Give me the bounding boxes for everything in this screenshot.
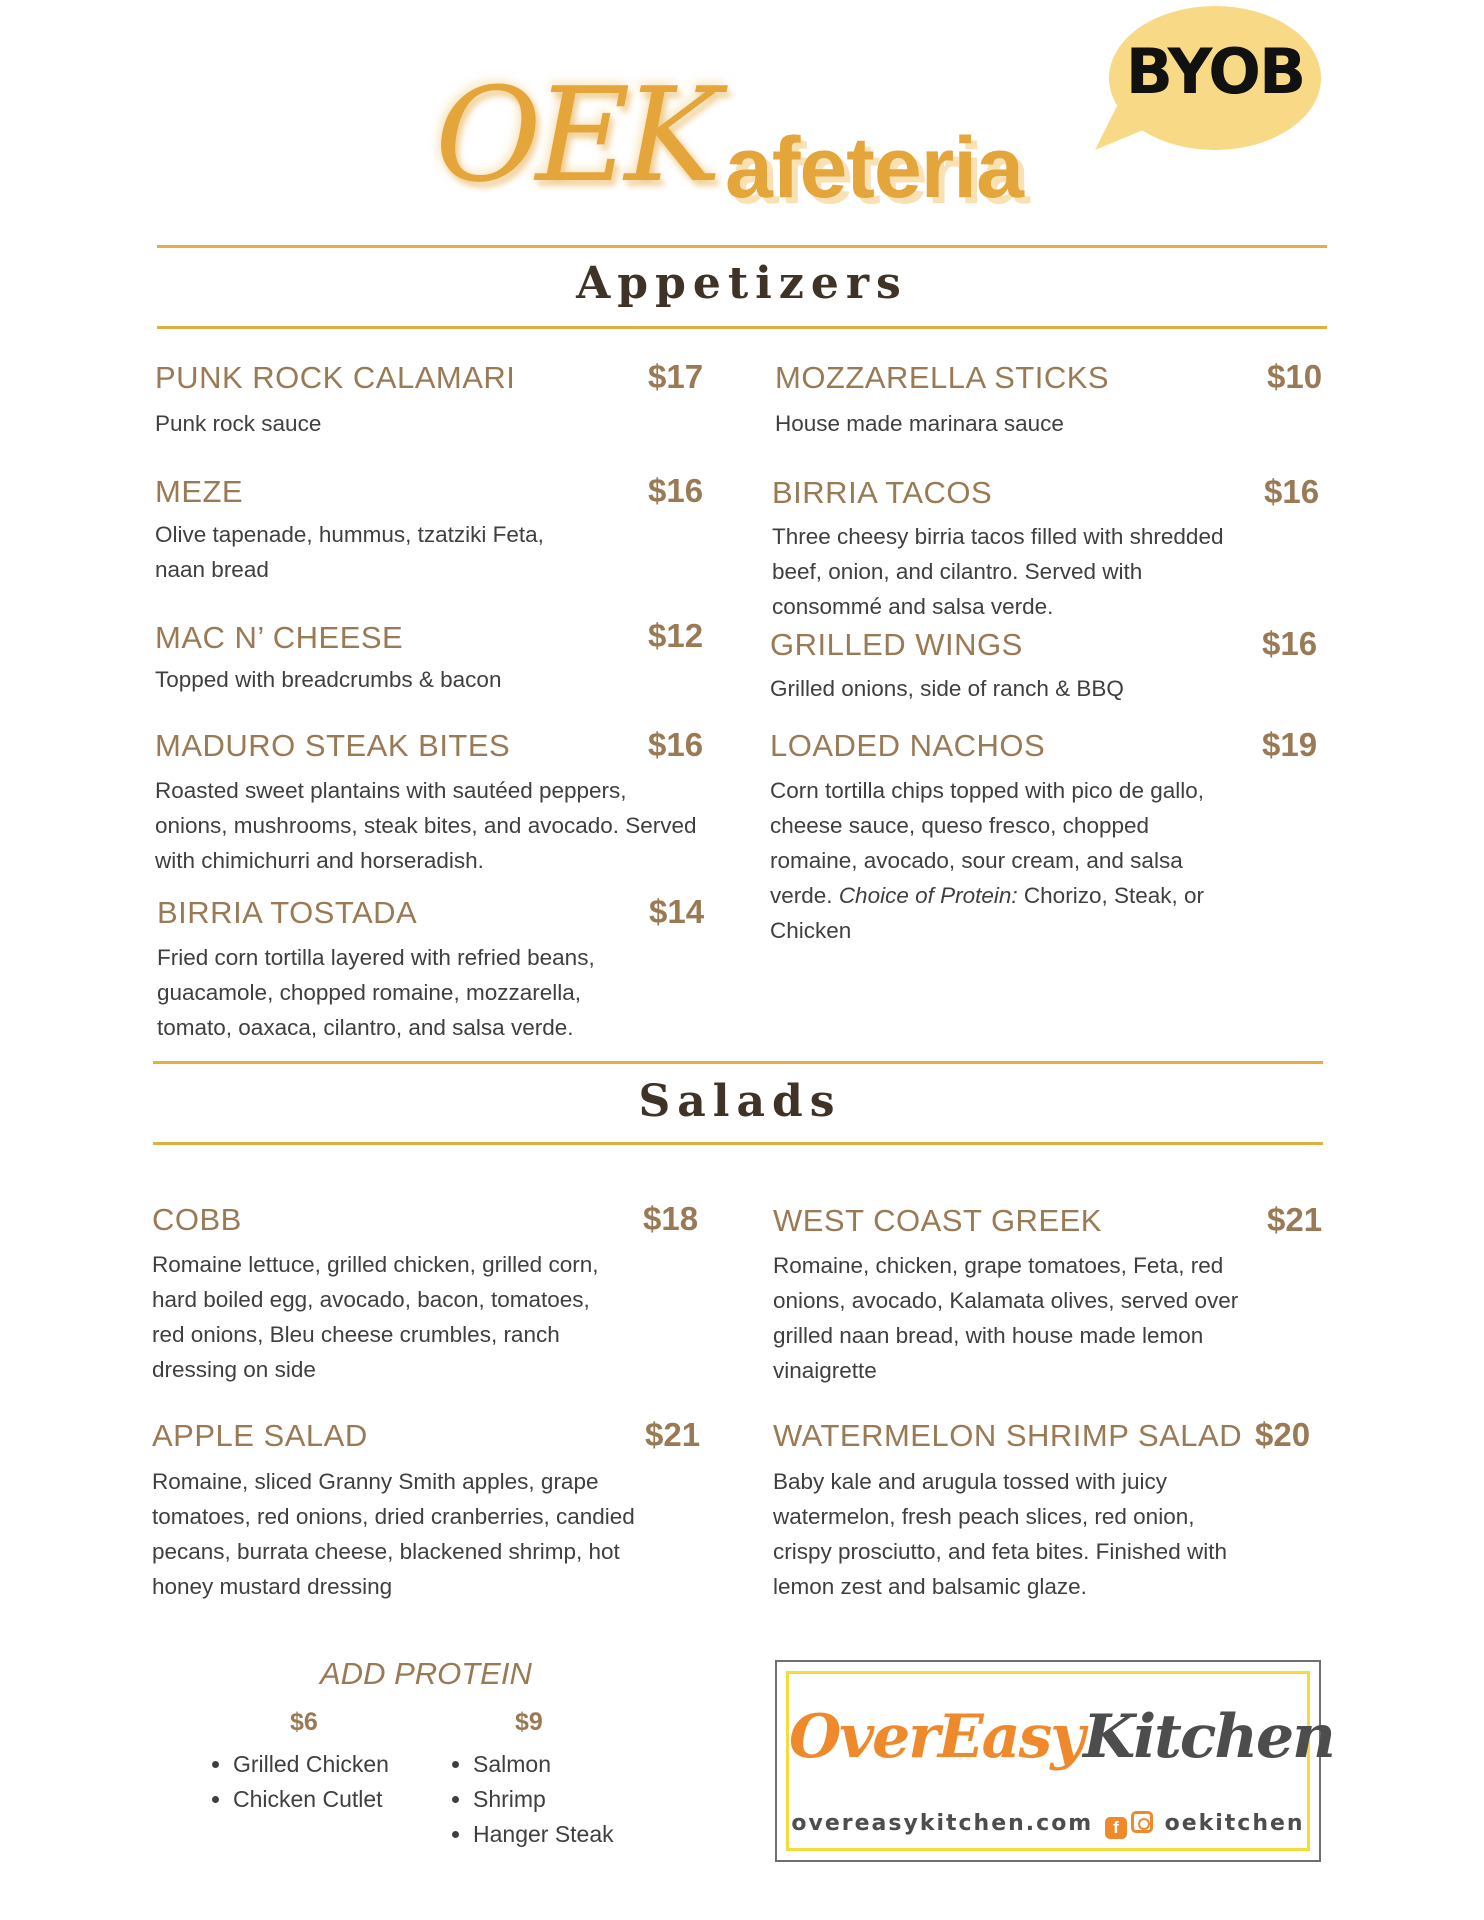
item-name: GRILLED WINGS bbox=[770, 627, 1023, 662]
divider bbox=[153, 1061, 1323, 1064]
item-name: MEZE bbox=[155, 474, 244, 509]
item-price: $19 bbox=[1262, 726, 1318, 763]
byob-text: BYOB bbox=[1125, 35, 1305, 108]
protein-option: • Chicken Cutlet bbox=[233, 1782, 389, 1817]
item-description-text: Corn tortilla chips topped with pico de gallo, cheese sauce, queso fresco, chopped romaine, avocado, sour cream, and salsa verde. bbox=[770, 778, 1204, 908]
item-price: $16 bbox=[1264, 473, 1320, 510]
item-name: BIRRIA TOSTADA bbox=[157, 895, 418, 930]
item-description: Fried corn tortilla layered with refried beans, guacamole, chopped romaine, mozzarella, tomato, oaxaca, cilantro, and salsa verde. bbox=[157, 945, 595, 1040]
add-protein-title: ADD PROTEIN bbox=[320, 1656, 532, 1691]
website-link[interactable]: overeasykitchen.com bbox=[791, 1811, 1094, 1836]
contact-line bbox=[789, 1811, 1307, 1839]
brand-box-inner bbox=[786, 1671, 1334, 1851]
item-price: $21 bbox=[1267, 1201, 1323, 1238]
protein-list bbox=[205, 1747, 389, 1817]
item-name: BIRRIA TACOS bbox=[772, 475, 993, 510]
item-description: Punk rock sauce bbox=[155, 411, 322, 436]
protein-price: $9 bbox=[515, 1708, 543, 1736]
protein-choice-label: Choice of Protein: bbox=[838, 883, 1018, 908]
item-name: WATERMELON SHRIMP SALAD bbox=[773, 1418, 1243, 1453]
item-price: $21 bbox=[645, 1416, 701, 1453]
appetizers-title: Appetizers bbox=[576, 258, 908, 309]
facebook-icon[interactable]: f bbox=[1105, 1817, 1127, 1839]
protein-choice-text: Chorizo, Steak, or Chicken bbox=[770, 883, 1204, 943]
logo-overeasy: OverEasy bbox=[789, 1702, 1084, 1772]
item-price: $18 bbox=[643, 1200, 699, 1237]
protein-option: • Salmon bbox=[473, 1747, 614, 1782]
item-price: $12 bbox=[648, 617, 704, 654]
cafeteria-logo bbox=[435, 60, 1035, 230]
item-description: Romaine, chicken, grape tomatoes, Feta, red onions, avocado, Kalamata olives, served over grilled naan bread, with house made lemon vinaigrette bbox=[773, 1253, 1239, 1383]
item-description: Baby kale and arugula tossed with juicy watermelon, fresh peach slices, red onion, crispy prosciutto, and feta bites. Finished with lemon zest and balsamic glaze. bbox=[773, 1469, 1227, 1599]
item-description: Grilled onions, side of ranch & BBQ bbox=[770, 676, 1124, 701]
item-description: Three cheesy birria tacos filled with shredded beef, onion, and cilantro. Served with consommé and salsa verde. bbox=[772, 524, 1224, 619]
item-price: $16 bbox=[648, 726, 704, 763]
protein-list bbox=[445, 1747, 614, 1852]
overeasy-kitchen-logo bbox=[789, 1702, 1334, 1772]
item-name: APPLE SALAD bbox=[152, 1418, 368, 1453]
protein-price: $6 bbox=[290, 1708, 318, 1736]
brand-box bbox=[775, 1660, 1334, 1862]
byob-badge bbox=[1080, 0, 1330, 160]
item-name: MAC N’ CHEESE bbox=[155, 620, 404, 655]
item-price: $16 bbox=[1262, 625, 1318, 662]
protein-option: • Hanger Steak bbox=[473, 1817, 614, 1852]
item-description: Roasted sweet plantains with sautéed peppers, onions, mushrooms, steak bites, and avocado. Served with chimichurri and horseradish. bbox=[155, 778, 697, 873]
instagram-icon[interactable] bbox=[1131, 1811, 1153, 1833]
item-name: MOZZARELLA STICKS bbox=[775, 360, 1110, 395]
item-name: MADURO STEAK BITES bbox=[155, 728, 511, 763]
item-price: $16 bbox=[648, 472, 704, 509]
item-description: Romaine, sliced Granny Smith apples, grape tomatoes, red onions, dried cranberries, candied pecans, burrata cheese, blackened shrimp, hot honey mustard dressing bbox=[152, 1469, 635, 1599]
divider bbox=[157, 326, 1327, 329]
item-description: Topped with breadcrumbs & bacon bbox=[155, 667, 502, 692]
protein-option: • Grilled Chicken bbox=[233, 1747, 389, 1782]
logo-kitchen: Kitchen bbox=[1083, 1702, 1334, 1772]
item-price: $20 bbox=[1255, 1416, 1311, 1453]
item-name: COBB bbox=[152, 1202, 242, 1237]
item-description: House made marinara sauce bbox=[775, 411, 1064, 436]
item-price: $10 bbox=[1267, 358, 1323, 395]
item-price: $17 bbox=[648, 358, 704, 395]
logo-afeteria-text: afeteria bbox=[725, 120, 1023, 216]
protein-option: • Shrimp bbox=[473, 1782, 614, 1817]
item-name: LOADED NACHOS bbox=[770, 728, 1046, 763]
item-description: Olive tapenade, hummus, tzatziki Feta, naan bread bbox=[155, 522, 544, 582]
logo-oek-text: OEK bbox=[435, 59, 716, 211]
item-name: PUNK ROCK CALAMARI bbox=[155, 360, 516, 395]
divider bbox=[157, 245, 1327, 248]
item-description bbox=[770, 773, 1240, 948]
item-description: Romaine lettuce, grilled chicken, grilled corn, hard boiled egg, avocado, bacon, tomatoes, red onions, Bleu cheese crumbles, ranch dressing on side bbox=[152, 1252, 599, 1382]
salads-title: Salads bbox=[638, 1076, 842, 1127]
divider bbox=[153, 1142, 1323, 1145]
item-name: WEST COAST GREEK bbox=[773, 1203, 1102, 1238]
social-handle[interactable]: oekitchen bbox=[1164, 1811, 1305, 1836]
item-price: $14 bbox=[649, 893, 705, 930]
